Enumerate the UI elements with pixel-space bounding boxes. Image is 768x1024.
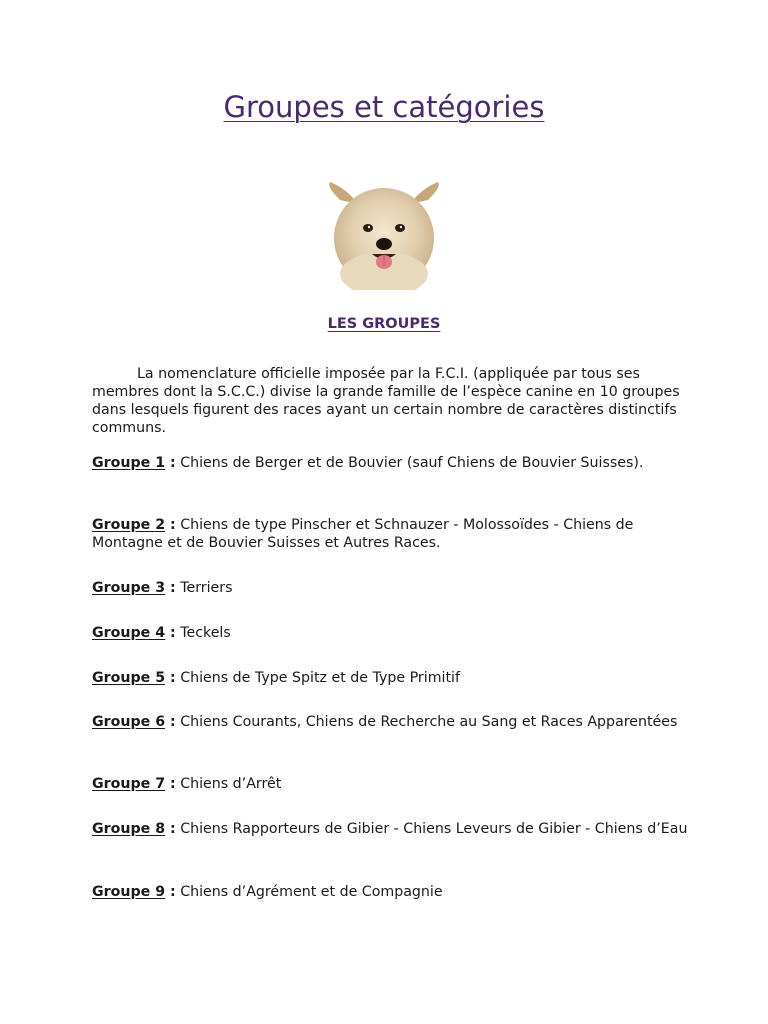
group-text: Chiens d’Agrément et de Compagnie — [175, 884, 443, 900]
group-colon: : — [165, 884, 176, 900]
group-text: Chiens Rapporteurs de Gibier - Chiens Leveurs de Gibier - Chiens d’Eau — [175, 821, 688, 837]
group-colon: : — [165, 776, 176, 792]
group-colon: : — [165, 625, 176, 641]
group-label: Groupe 2 — [92, 517, 166, 533]
group-colon: : — [165, 455, 176, 471]
section-heading: LES GROUPES — [327, 316, 441, 332]
group-item — [92, 775, 692, 793]
group-item — [92, 669, 692, 687]
group-colon: : — [165, 517, 176, 533]
group-item — [92, 516, 692, 552]
group-text: Chiens Courants, Chiens de Recherche au Sang et Races Apparentées — [175, 714, 678, 730]
group-label: Groupe 3 — [92, 580, 166, 596]
group-item — [92, 883, 692, 901]
dog-photo — [320, 182, 448, 290]
group-text: Chiens de Berger et de Bouvier (sauf Chiens de Bouvier Suisses). — [175, 455, 644, 471]
group-label: Groupe 8 — [92, 821, 166, 837]
group-label: Groupe 7 — [92, 776, 166, 792]
group-label: Groupe 6 — [92, 714, 166, 730]
group-text: Chiens de Type Spitz et de Type Primitif — [175, 670, 460, 686]
group-item — [92, 713, 692, 731]
group-item — [92, 454, 692, 472]
page-title: Groupes et catégories — [223, 90, 545, 124]
group-text: Chiens de type Pinscher et Schnauzer - Molossoïdes - Chiens de Montagne et de Bouvier Suisses et Autres Races. — [92, 517, 634, 551]
group-colon: : — [165, 714, 176, 730]
group-text: Terriers — [175, 580, 233, 596]
group-text: Teckels — [175, 625, 231, 641]
group-colon: : — [165, 580, 176, 596]
group-item — [92, 820, 692, 838]
group-colon: : — [165, 670, 176, 686]
group-label: Groupe 4 — [92, 625, 166, 641]
group-text: Chiens d’Arrêt — [175, 776, 282, 792]
group-label: Groupe 1 — [92, 455, 166, 471]
group-label: Groupe 5 — [92, 670, 166, 686]
group-item — [92, 624, 692, 642]
group-label: Groupe 9 — [92, 884, 166, 900]
group-item — [92, 579, 692, 597]
group-colon: : — [165, 821, 176, 837]
intro-paragraph: La nomenclature officielle imposée par la F.C.I. (appliquée par tous ses membres dont la S.C.C.) divise la grande famille de l’espèce canine en 10 groupes dans lesquels figurent des races ayant un certain nombre de caractères distinctifs communs. — [92, 366, 680, 436]
